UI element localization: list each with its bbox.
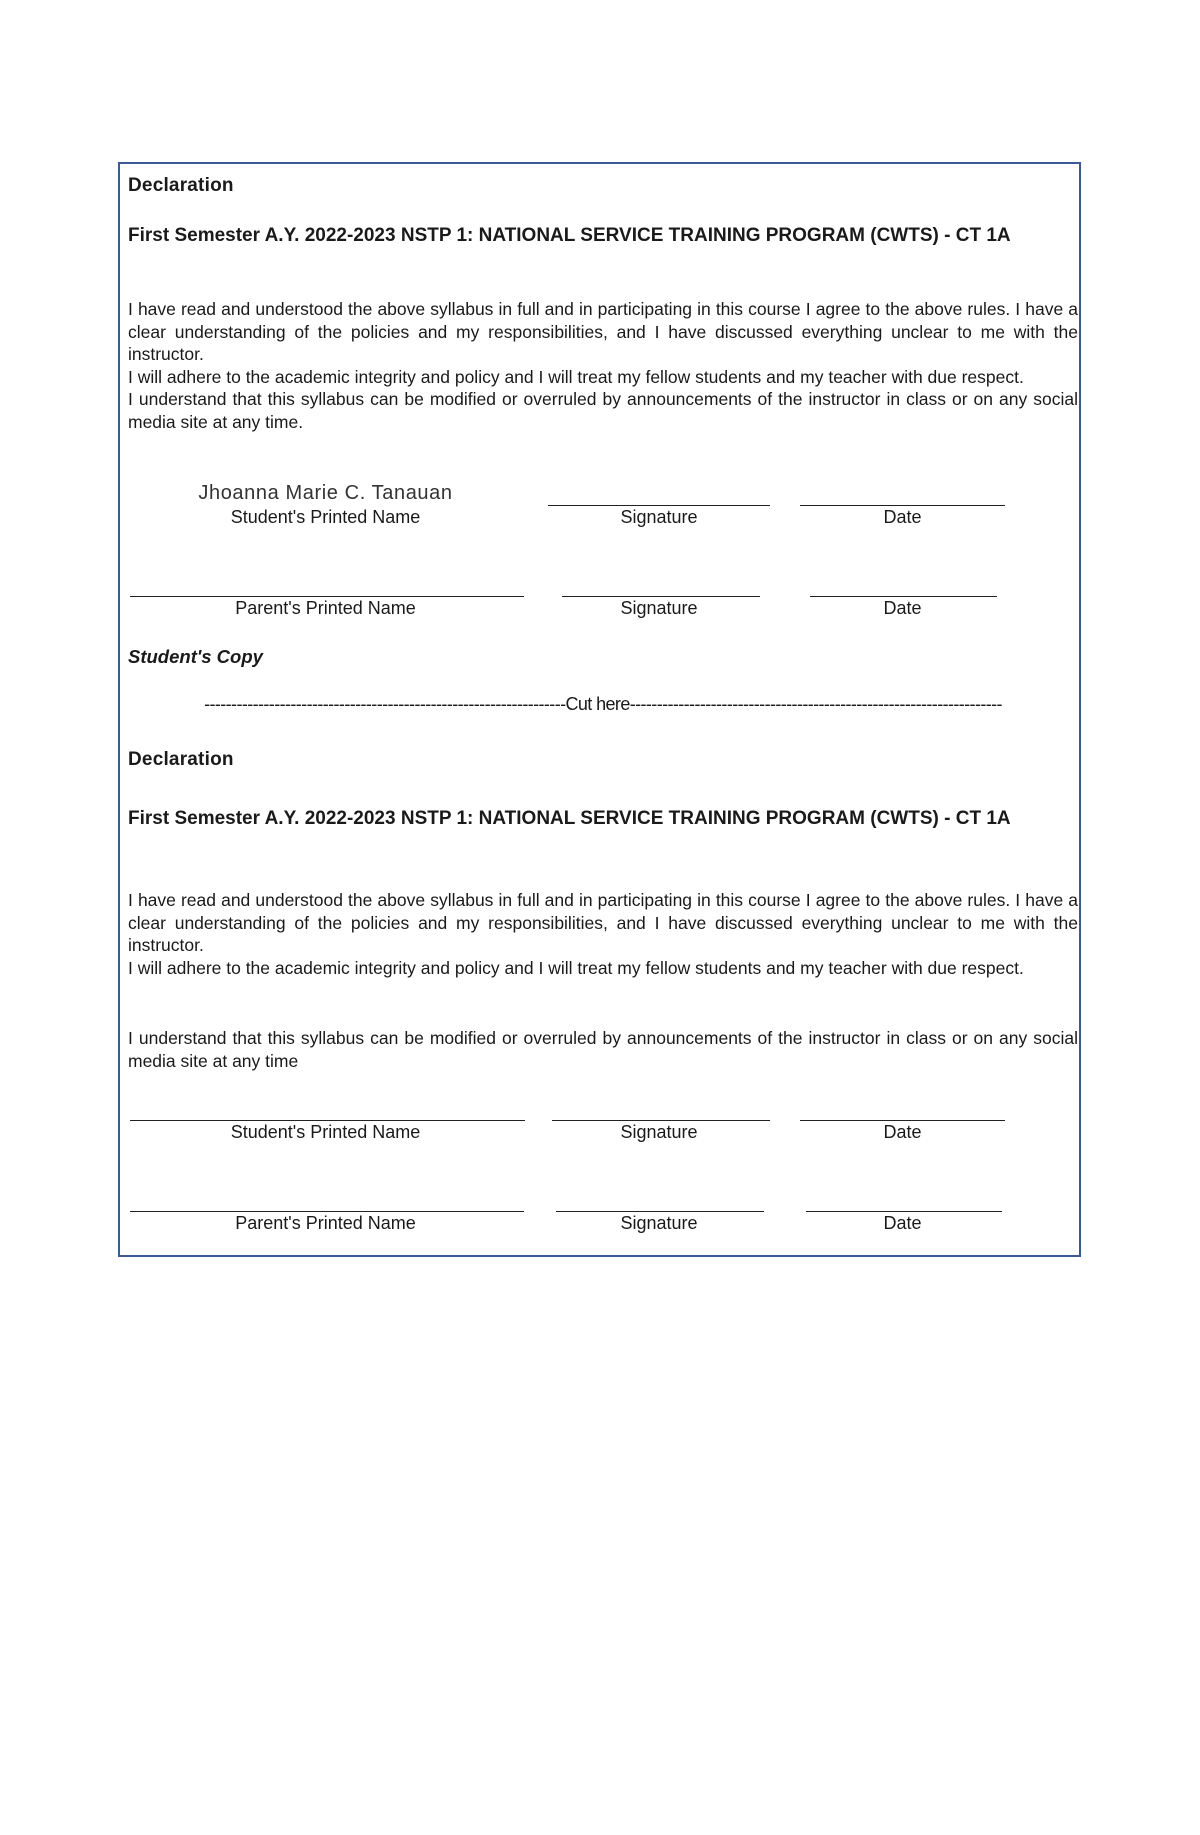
parent-date-label: Date bbox=[883, 1213, 922, 1233]
student-name-line[interactable] bbox=[130, 1120, 525, 1121]
declaration-paragraph: I understand that this syllabus can be modified or overruled by announcements of the instructor in class or on any social media site at any time. bbox=[128, 389, 1078, 432]
cut-here-line: -------------------------------------------------------------------Cut here--------------------------------------------------------------------- bbox=[204, 694, 1002, 714]
course-title: First Semester A.Y. 2022-2023 NSTP 1: NATIONAL SERVICE TRAINING PROGRAM (CWTS) - CT 1A bbox=[128, 808, 1011, 829]
parent-date-line[interactable] bbox=[806, 1211, 1002, 1212]
parent-printed-name-label: Parent's Printed Name bbox=[235, 1213, 416, 1233]
students-copy-label: Student's Copy bbox=[128, 646, 263, 667]
date-line[interactable] bbox=[800, 1120, 1005, 1121]
date-label: Date bbox=[883, 507, 922, 527]
student-printed-name-value: Jhoanna Marie C. Tanauan bbox=[198, 482, 453, 504]
parent-date-label: Date bbox=[883, 598, 922, 618]
student-printed-name-label: Student's Printed Name bbox=[230, 507, 421, 527]
parent-signature-label: Signature bbox=[620, 598, 698, 618]
date-line[interactable] bbox=[800, 505, 1005, 506]
parent-signature-line[interactable] bbox=[556, 1211, 764, 1212]
parent-name-line[interactable] bbox=[130, 1211, 524, 1212]
declaration-paragraph: I have read and understood the above syllabus in full and in participating in this course I agree to the above rules. I have a clear understanding of the policies and my responsibilities, and I have discussed everything unclear to me with the instructor. bbox=[128, 299, 1078, 364]
declaration-paragraph: I have read and understood the above syllabus in full and in participating in this course I agree to the above rules. I have a clear understanding of the policies and my responsibilities, and I have discussed everything unclear to me with the instructor. bbox=[128, 890, 1078, 955]
student-printed-name-label: Student's Printed Name bbox=[230, 1122, 421, 1142]
parent-date-line[interactable] bbox=[810, 596, 997, 597]
parent-signature-label: Signature bbox=[620, 1213, 698, 1233]
signature-line[interactable] bbox=[548, 505, 770, 506]
parent-signature-line[interactable] bbox=[562, 596, 760, 597]
declaration-body bbox=[128, 298, 1078, 433]
parent-name-line[interactable] bbox=[130, 596, 524, 597]
declaration-paragraph: I will adhere to the academic integrity and policy and I will treat my fellow students and my teacher with due respect. bbox=[128, 957, 1024, 978]
signature-label: Signature bbox=[620, 507, 698, 527]
date-label: Date bbox=[883, 1122, 922, 1142]
declaration-heading: Declaration bbox=[128, 749, 234, 770]
signature-label: Signature bbox=[620, 1122, 698, 1142]
declaration-paragraph: I understand that this syllabus can be modified or overruled by announcements of the instructor in class or on any social media site at any time bbox=[128, 1028, 1078, 1071]
declaration-paragraph: I will adhere to the academic integrity and policy and I will treat my fellow students and my teacher with due respect. bbox=[128, 366, 1024, 387]
declaration-body bbox=[128, 889, 1078, 979]
course-title: First Semester A.Y. 2022-2023 NSTP 1: NATIONAL SERVICE TRAINING PROGRAM (CWTS) - CT 1A bbox=[128, 225, 1011, 246]
signature-line[interactable] bbox=[552, 1120, 770, 1121]
parent-printed-name-label: Parent's Printed Name bbox=[235, 598, 416, 618]
declaration-heading: Declaration bbox=[128, 175, 234, 196]
